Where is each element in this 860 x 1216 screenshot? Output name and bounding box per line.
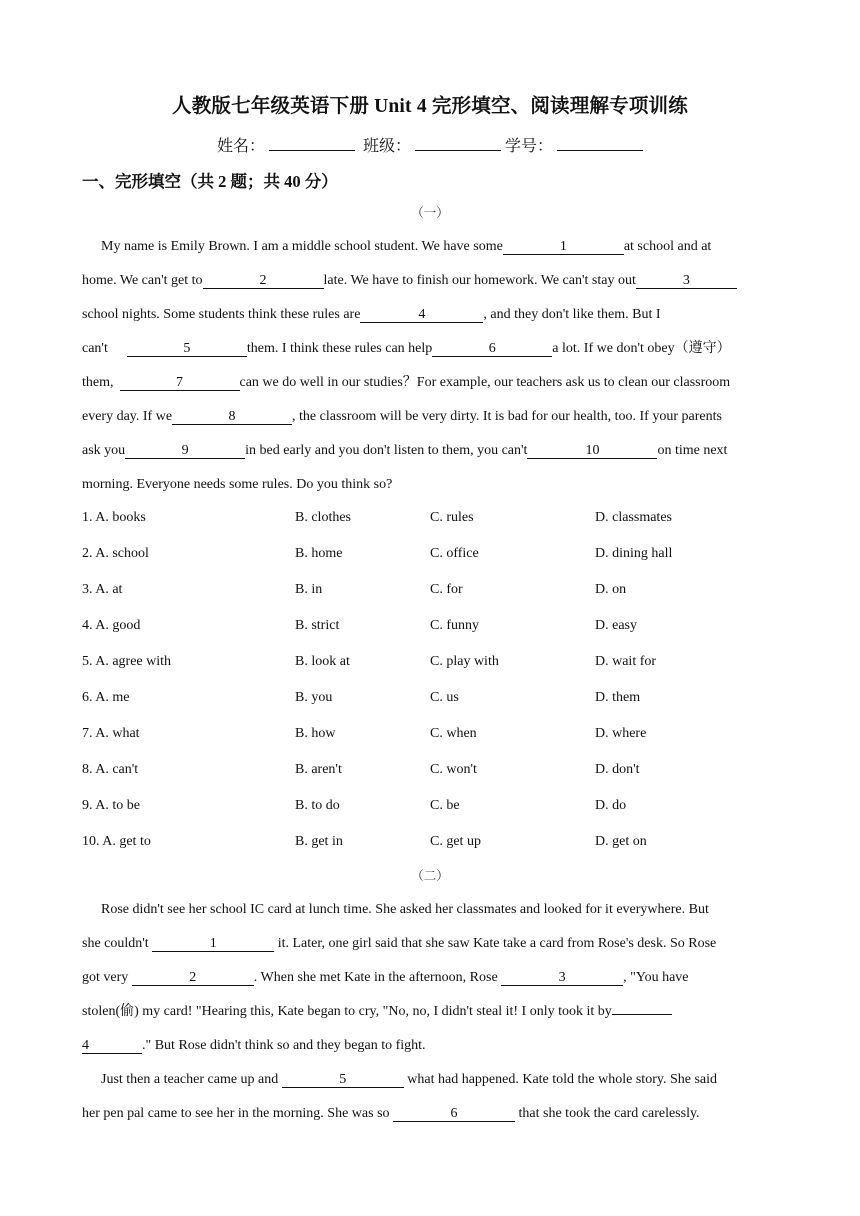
passage-line: Rose didn't see her school IC card at lunch time. She asked her classmates and looked for it everywhere. But: [101, 902, 709, 917]
option-a[interactable]: 5. A. agree with: [82, 654, 172, 669]
option-a[interactable]: 6. A. me: [82, 690, 130, 705]
option-c[interactable]: C. play with: [430, 654, 499, 669]
class-field[interactable]: [415, 138, 501, 151]
passage-line: got very 2 . When she met Kate in the afternoon, Rose 3 , "You have: [82, 970, 689, 985]
blank-6[interactable]: 6: [393, 1106, 515, 1122]
option-row: [82, 752, 782, 788]
option-b[interactable]: B. strict: [295, 618, 340, 633]
option-d[interactable]: D. on: [595, 582, 627, 597]
passage-line: Just then a teacher came up and 5 what had happened. Kate told the whole story. She said: [101, 1072, 718, 1087]
option-a[interactable]: 7. A. what: [82, 726, 140, 741]
option-d[interactable]: D. dining hall: [595, 546, 673, 561]
passage-line: school nights. Some students think these rules are 4 , and they don't like them. But I: [82, 307, 661, 322]
blank-7[interactable]: 7: [120, 375, 240, 391]
blank-3[interactable]: 3: [501, 970, 623, 986]
passage-line: stolen(偷) my card! "Hearing this, Kate began to cry, "No, no, I didn't steal it! I only took it by: [82, 995, 782, 1029]
passage2-heading: （二）: [411, 869, 449, 883]
blank-1[interactable]: 1: [152, 936, 274, 952]
blank-2[interactable]: 2: [203, 273, 324, 289]
blank-4-start[interactable]: [612, 999, 672, 1015]
option-row: [82, 608, 782, 644]
class-label: 班级：: [362, 138, 411, 155]
number-label: 学号：: [505, 138, 554, 155]
option-a[interactable]: 4. A. good: [82, 618, 141, 633]
option-b[interactable]: B. home: [295, 546, 343, 561]
blank-4[interactable]: 4: [82, 1038, 142, 1054]
option-d[interactable]: D. them: [595, 690, 641, 705]
option-row: [82, 644, 782, 680]
passage-line: can't 5 them. I think these rules can help 6 a lot. If we don't obey（遵守）: [82, 341, 731, 356]
option-b[interactable]: B. clothes: [295, 510, 351, 525]
passage-line: them, 7 can we do well in our studies？For example, our teachers ask us to clean our classroom: [82, 375, 731, 390]
option-a[interactable]: 9. A. to be: [82, 798, 140, 813]
blank-5[interactable]: 5: [282, 1072, 404, 1088]
page-title: 人教版七年级英语下册 Unit 4 完形填空、阅读理解专项训练: [172, 96, 688, 117]
option-c[interactable]: C. get up: [430, 834, 481, 849]
option-c[interactable]: C. won't: [430, 762, 477, 777]
option-d[interactable]: D. wait for: [595, 654, 657, 669]
blank-3[interactable]: 3: [636, 273, 737, 289]
option-c[interactable]: C. us: [430, 690, 459, 705]
passage-line: My name is Emily Brown. I am a middle school student. We have some 1 at school and at: [101, 239, 712, 254]
student-info-line: [0, 133, 860, 156]
option-a[interactable]: 10. A. get to: [82, 834, 151, 849]
passage-line: home. We can't get to 2 late. We have to finish our homework. We can't stay out 3: [82, 264, 782, 298]
passage-line: her pen pal came to see her in the morning. She was so 6 that she took the card carelessly.: [82, 1106, 700, 1121]
option-b[interactable]: B. get in: [295, 834, 343, 849]
option-b[interactable]: B. to do: [295, 798, 340, 813]
option-b[interactable]: B. you: [295, 690, 333, 705]
option-a[interactable]: 8. A. can't: [82, 762, 139, 777]
passage2-text: [82, 893, 782, 1131]
option-c[interactable]: C. office: [430, 546, 479, 561]
option-b[interactable]: B. how: [295, 726, 336, 741]
option-c[interactable]: C. rules: [430, 510, 474, 525]
option-d[interactable]: D. don't: [595, 762, 640, 777]
option-row: [82, 572, 782, 608]
option-a[interactable]: 1. A. books: [82, 510, 146, 525]
option-d[interactable]: D. classmates: [595, 510, 672, 525]
blank-1[interactable]: 1: [503, 239, 624, 255]
passage1-heading: （一）: [411, 206, 449, 220]
section-heading: 一、完形填空（共 2 题；共 40 分）: [82, 172, 338, 191]
option-a[interactable]: 2. A. school: [82, 546, 149, 561]
answer-options: [82, 500, 782, 860]
option-row: [82, 680, 782, 716]
passage-line: morning. Everyone needs some rules. Do you think so?: [82, 477, 393, 492]
option-b[interactable]: B. look at: [295, 654, 350, 669]
blank-8[interactable]: 8: [172, 409, 292, 425]
option-c[interactable]: C. for: [430, 582, 463, 597]
option-row: [82, 500, 782, 536]
passage-line: ask you 9 in bed early and you don't listen to them, you can't 10 on time next: [82, 443, 728, 458]
passage-line: 4 ." But Rose didn't think so and they began to fight.: [82, 1038, 426, 1053]
option-c[interactable]: C. funny: [430, 618, 479, 633]
number-field[interactable]: [557, 138, 643, 151]
passage-line: she couldn't 1 it. Later, one girl said that she saw Kate take a card from Rose's desk. So Rose: [82, 936, 717, 951]
passage-line: every day. If we 8 , the classroom will be very dirty. It is bad for our health, too. If your parents: [82, 409, 722, 424]
name-label: 姓名：: [216, 138, 265, 155]
option-b[interactable]: B. in: [295, 582, 323, 597]
name-field[interactable]: [269, 138, 355, 151]
blank-4[interactable]: 4: [360, 307, 483, 323]
option-row: [82, 716, 782, 752]
option-d[interactable]: D. do: [595, 798, 627, 813]
blank-6[interactable]: 6: [432, 341, 552, 357]
option-b[interactable]: B. aren't: [295, 762, 342, 777]
blank-5[interactable]: 5: [127, 341, 247, 357]
blank-2[interactable]: 2: [132, 970, 254, 986]
passage1-text: [82, 230, 782, 502]
blank-9[interactable]: 9: [125, 443, 245, 459]
option-row: [82, 788, 782, 824]
option-d[interactable]: D. get on: [595, 834, 647, 849]
option-row: [82, 824, 782, 860]
blank-10[interactable]: 10: [527, 443, 657, 459]
option-c[interactable]: C. be: [430, 798, 460, 813]
option-row: [82, 536, 782, 572]
option-d[interactable]: D. where: [595, 726, 647, 741]
option-d[interactable]: D. easy: [595, 618, 637, 633]
option-c[interactable]: C. when: [430, 726, 477, 741]
option-a[interactable]: 3. A. at: [82, 582, 123, 597]
